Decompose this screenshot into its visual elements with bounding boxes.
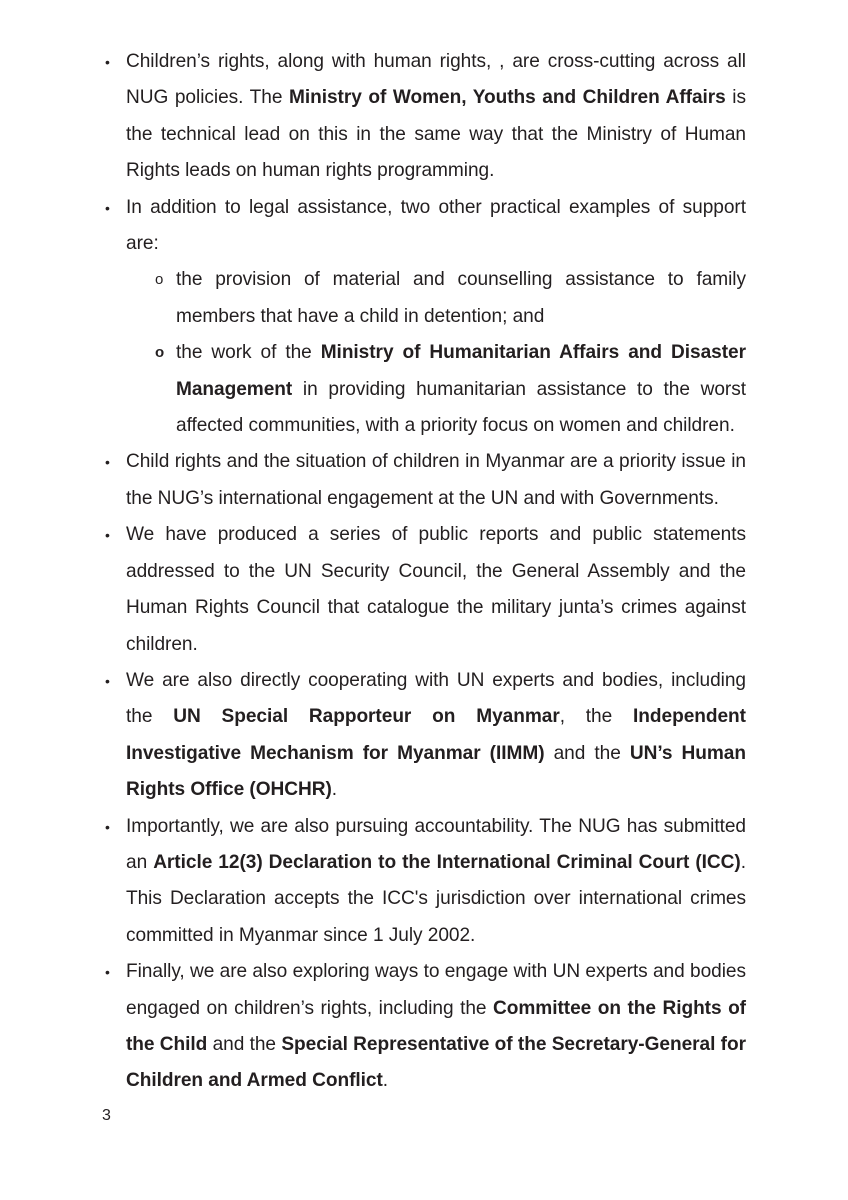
paragraph-text <box>126 663 746 809</box>
text-run: , the <box>559 706 634 728</box>
bold-text-run: Ministry of Women, Youths and Children Affairs <box>288 87 726 109</box>
bold-text-run: Committee on the Rights of the Child <box>126 997 746 1055</box>
bullet-pursuing-accountability-icc <box>105 809 746 955</box>
text-run: We have produced a series of public reports and public statements addressed to the UN Security Council, the General Assembly and the Human Rights Council that catalogue the military junta’s crimes against children. <box>126 524 746 655</box>
bold-text-run: Ministry of Humanitarian Affairs and Disaster Management <box>176 342 746 400</box>
paragraph-text <box>176 335 746 444</box>
text-run: In addition to legal assistance, two other practical examples of support are: <box>126 196 746 255</box>
text-run: is the technical lead on this in the same way that the Ministry of Human Rights leads on human rights programming. <box>126 87 746 182</box>
paragraph-text <box>126 954 746 1100</box>
text-run: and the <box>544 742 630 764</box>
bold-text-run: Article 12(3) Declaration to the International Criminal Court (ICC) <box>153 851 741 873</box>
bold-text-run: Independent Investigative Mechanism for Myanmar (IIMM) <box>126 706 746 764</box>
bullet-public-reports-and-statements <box>105 517 746 663</box>
bold-text-run: UN Special Rapporteur on Myanmar <box>173 706 560 728</box>
bullet-childrens-rights-cross-cutting <box>105 44 746 190</box>
bullet-marker-icon: • <box>105 454 110 471</box>
bullet-engaging-un-experts-childrens-rights <box>105 954 746 1100</box>
bullet-cooperating-with-un-experts <box>105 663 746 809</box>
text-run: Child rights and the situation of children in Myanmar are a priority issue in the NUG’s international engagement at the UN and with Governments. <box>126 451 746 509</box>
text-run: Importantly, we are also pursuing accountability. The NUG has submitted an <box>126 815 746 873</box>
text-run: . This Declaration accepts the ICC's jurisdiction over international crimes committed in Myanmar since 1 July 2002. <box>126 851 746 946</box>
paragraph-text <box>126 517 746 663</box>
subbullet-material-and-counselling-assistance <box>155 262 746 335</box>
paragraph-text <box>126 444 746 517</box>
paragraph-text <box>176 262 746 335</box>
bullet-practical-examples-of-support <box>105 190 746 263</box>
bullet-marker-icon: • <box>105 199 110 216</box>
text-run: Children’s rights, along with human rights, , are cross-cutting across all NUG policies. The <box>126 51 746 109</box>
text-run: . <box>382 1070 389 1092</box>
bullet-marker-icon: • <box>105 818 110 835</box>
bullet-child-rights-priority-issue <box>105 444 746 517</box>
text-run: We are also directly cooperating with UN experts and bodies, including the <box>126 669 746 728</box>
paragraph-text <box>126 809 746 955</box>
page-content <box>105 44 746 1100</box>
sub-bullet-list <box>105 262 746 444</box>
bullet-marker-icon: • <box>105 964 110 981</box>
bold-text-run: Special Representative of the Secretary-General for Children and Armed Conflict <box>126 1033 746 1092</box>
text-run: in providing humanitarian assistance to the worst affected communities, with a priority focus on women and children. <box>176 378 746 437</box>
text-run: the provision of material and counselling assistance to family members that have a child in detention; and <box>176 269 746 327</box>
text-run: . <box>331 779 338 801</box>
subbullet-ministry-humanitarian-affairs <box>155 335 746 444</box>
bullet-list <box>105 44 746 1100</box>
paragraph-text <box>126 44 746 190</box>
bullet-marker-icon: • <box>105 672 110 689</box>
text-run: Finally, we are also exploring ways to engage with UN experts and bodies engaged on children’s rights, including the <box>126 961 746 1019</box>
bullet-marker-icon: • <box>105 54 110 70</box>
sub-bullet-marker-icon: o <box>155 344 165 362</box>
page-number: 3 <box>102 1107 111 1124</box>
paragraph-text <box>126 190 746 263</box>
text-run: and the <box>207 1033 282 1055</box>
sub-bullet-group <box>105 262 746 444</box>
sub-bullet-marker-icon: o <box>155 271 164 289</box>
text-run: the work of the <box>176 342 321 364</box>
bullet-marker-icon: • <box>105 527 110 544</box>
bold-text-run: UN’s Human Rights Office (OHCHR) <box>126 742 746 801</box>
